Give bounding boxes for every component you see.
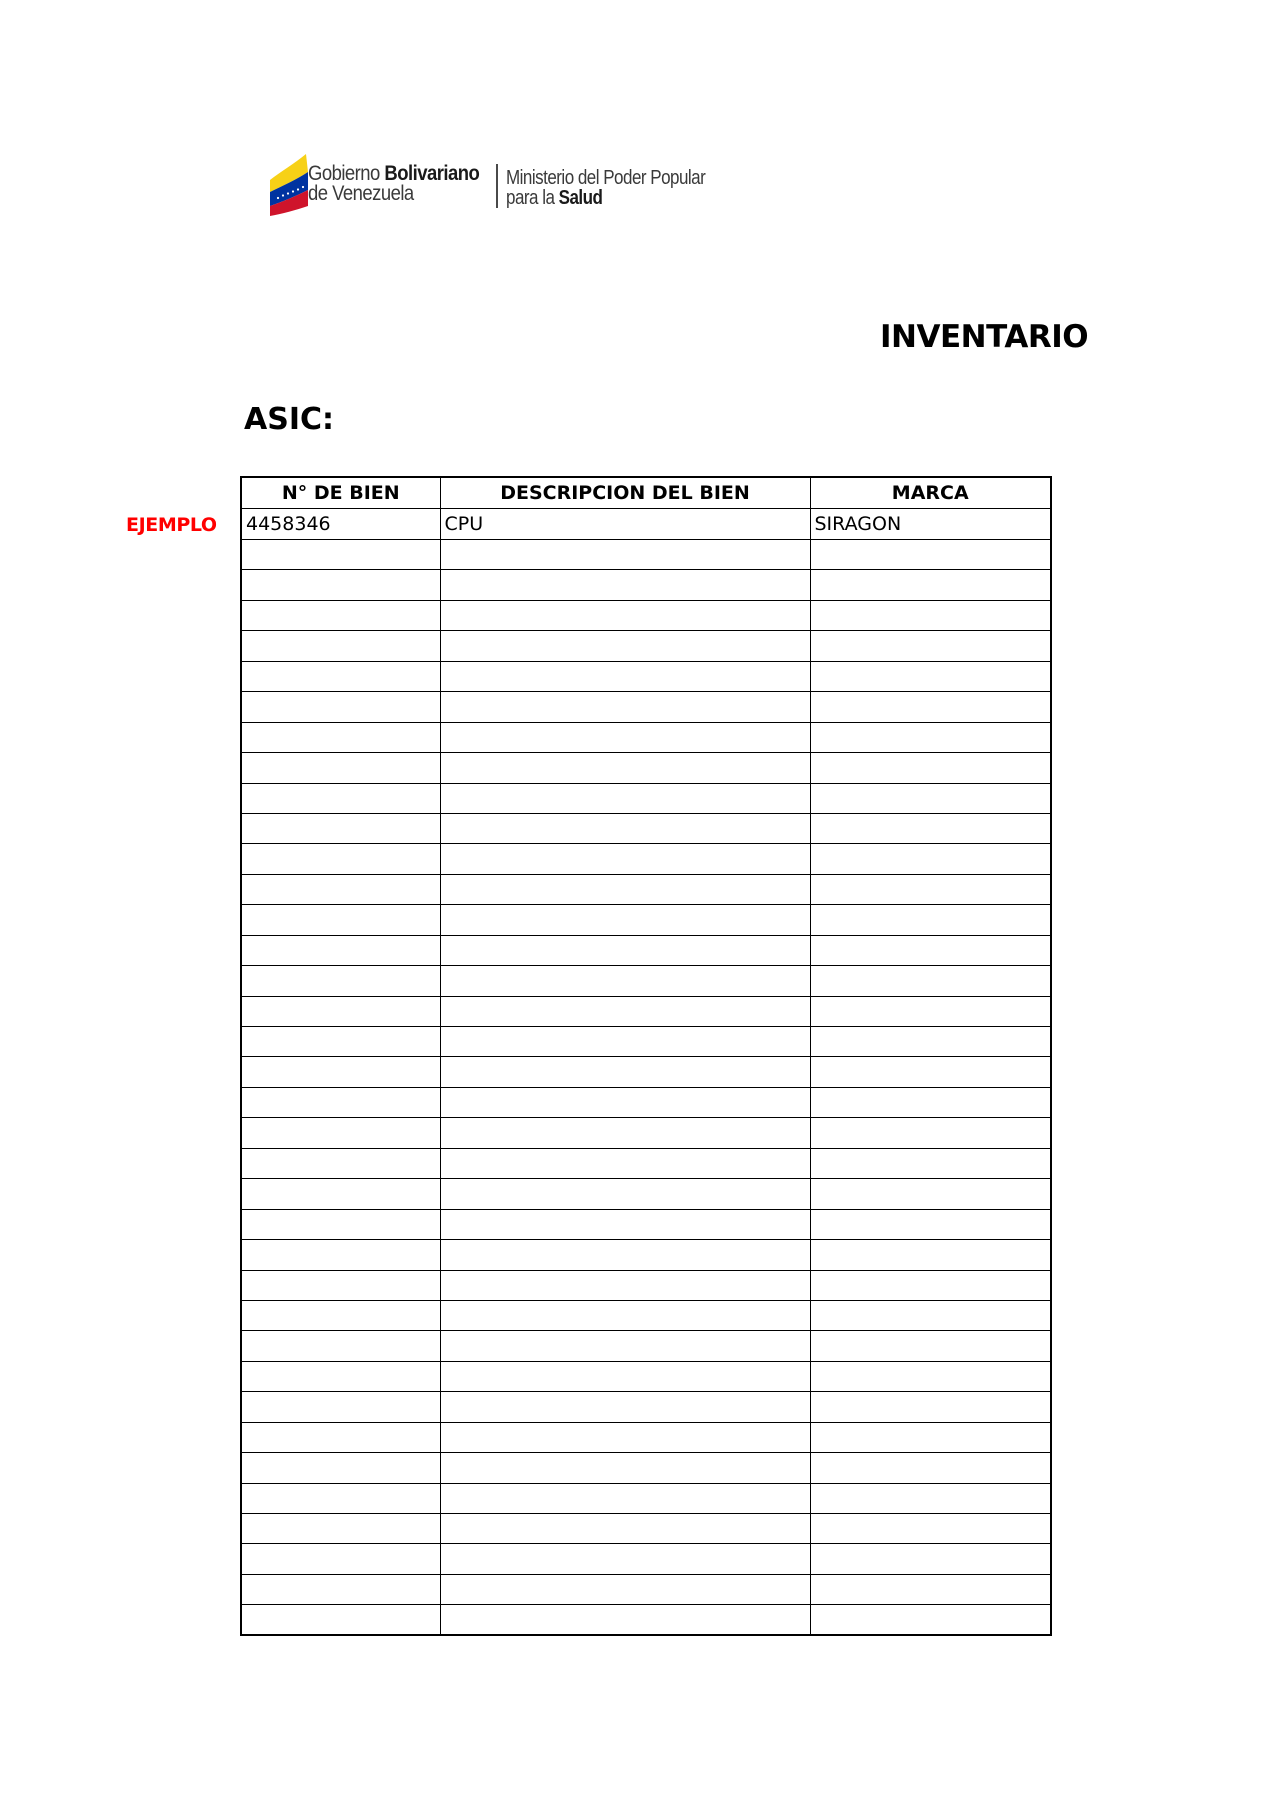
table-row bbox=[241, 661, 1051, 691]
brand-cell[interactable] bbox=[810, 1209, 1051, 1239]
description-cell[interactable] bbox=[440, 935, 810, 965]
asset-number-cell[interactable] bbox=[241, 600, 440, 630]
asset-number-cell[interactable] bbox=[241, 966, 440, 996]
brand-cell[interactable] bbox=[810, 570, 1051, 600]
brand-cell[interactable] bbox=[810, 661, 1051, 691]
description-cell[interactable] bbox=[440, 1574, 810, 1604]
table-row bbox=[241, 1027, 1051, 1057]
asset-number-cell[interactable] bbox=[241, 1483, 440, 1513]
asset-number-cell[interactable] bbox=[241, 1240, 440, 1270]
venezuela-flag-icon bbox=[268, 150, 310, 216]
description-cell[interactable] bbox=[440, 1331, 810, 1361]
table-row bbox=[241, 1605, 1051, 1635]
table-row bbox=[241, 1209, 1051, 1239]
brand-cell[interactable] bbox=[810, 1087, 1051, 1117]
description-cell[interactable] bbox=[440, 1300, 810, 1330]
brand-cell[interactable] bbox=[810, 783, 1051, 813]
page-title: INVENTARIO bbox=[880, 319, 1089, 355]
table-row bbox=[241, 966, 1051, 996]
description-cell[interactable] bbox=[440, 540, 810, 570]
ministry-logo bbox=[268, 150, 718, 220]
asset-number-cell[interactable] bbox=[241, 1118, 440, 1148]
description-cell[interactable] bbox=[440, 1087, 810, 1117]
table-row bbox=[241, 1514, 1051, 1544]
brand-cell[interactable] bbox=[810, 540, 1051, 570]
asset-number-cell[interactable] bbox=[241, 1087, 440, 1117]
table-row bbox=[241, 1057, 1051, 1087]
description-cell[interactable] bbox=[440, 600, 810, 630]
description-cell[interactable] bbox=[440, 1027, 810, 1057]
table-row bbox=[241, 570, 1051, 600]
table-row bbox=[241, 600, 1051, 630]
description-cell[interactable] bbox=[440, 813, 810, 843]
brand-cell[interactable] bbox=[810, 1392, 1051, 1422]
brand-cell[interactable] bbox=[810, 1331, 1051, 1361]
description-cell[interactable]: CPU bbox=[440, 509, 810, 540]
asset-number-cell[interactable] bbox=[241, 783, 440, 813]
description-cell[interactable] bbox=[440, 722, 810, 752]
brand-cell[interactable] bbox=[810, 844, 1051, 874]
table-row bbox=[241, 1392, 1051, 1422]
brand-cell[interactable] bbox=[810, 874, 1051, 904]
asset-number-cell[interactable] bbox=[241, 1453, 440, 1483]
asset-number-cell[interactable] bbox=[241, 1209, 440, 1239]
asset-number-cell[interactable] bbox=[241, 1148, 440, 1178]
asset-number-cell[interactable] bbox=[241, 1392, 440, 1422]
table-row bbox=[241, 1087, 1051, 1117]
table-header-row bbox=[241, 477, 1051, 509]
table-body bbox=[241, 509, 1051, 1636]
description-cell[interactable] bbox=[440, 1118, 810, 1148]
table-row bbox=[241, 1270, 1051, 1300]
description-cell[interactable] bbox=[440, 966, 810, 996]
brand-cell[interactable] bbox=[810, 1514, 1051, 1544]
description-cell[interactable] bbox=[440, 1179, 810, 1209]
asset-number-cell[interactable] bbox=[241, 935, 440, 965]
table-row bbox=[241, 874, 1051, 904]
asset-number-cell[interactable] bbox=[241, 1057, 440, 1087]
table-row bbox=[241, 1422, 1051, 1452]
description-cell[interactable] bbox=[440, 1148, 810, 1178]
description-cell[interactable] bbox=[440, 570, 810, 600]
table-row bbox=[241, 935, 1051, 965]
asset-number-cell[interactable] bbox=[241, 692, 440, 722]
brand-cell[interactable] bbox=[810, 1361, 1051, 1391]
description-cell[interactable] bbox=[440, 1057, 810, 1087]
asset-number-cell[interactable] bbox=[241, 661, 440, 691]
column-header-description: DESCRIPCION DEL BIEN bbox=[440, 477, 810, 509]
asset-number-cell[interactable] bbox=[241, 1027, 440, 1057]
brand-cell[interactable] bbox=[810, 1605, 1051, 1635]
table-row bbox=[241, 1361, 1051, 1391]
table-row bbox=[241, 540, 1051, 570]
brand-cell[interactable] bbox=[810, 1453, 1051, 1483]
asset-number-cell[interactable] bbox=[241, 905, 440, 935]
brand-cell[interactable]: SIRAGON bbox=[810, 509, 1051, 540]
brand-cell[interactable] bbox=[810, 966, 1051, 996]
table-row bbox=[241, 905, 1051, 935]
table-row bbox=[241, 753, 1051, 783]
asset-number-cell[interactable] bbox=[241, 813, 440, 843]
table-row bbox=[241, 1300, 1051, 1330]
table-row bbox=[241, 1574, 1051, 1604]
description-cell[interactable] bbox=[440, 1270, 810, 1300]
description-cell[interactable] bbox=[440, 1483, 810, 1513]
asset-number-cell[interactable] bbox=[241, 631, 440, 661]
asic-label: ASIC: bbox=[244, 402, 334, 437]
brand-cell[interactable] bbox=[810, 1118, 1051, 1148]
table-row bbox=[241, 1179, 1051, 1209]
description-cell[interactable] bbox=[440, 996, 810, 1026]
table-row bbox=[241, 692, 1051, 722]
brand-cell[interactable] bbox=[810, 1240, 1051, 1270]
description-cell[interactable] bbox=[440, 692, 810, 722]
table-row bbox=[241, 813, 1051, 843]
brand-cell[interactable] bbox=[810, 600, 1051, 630]
description-cell[interactable] bbox=[440, 1422, 810, 1452]
brand-cell[interactable] bbox=[810, 1300, 1051, 1330]
description-cell[interactable] bbox=[440, 1544, 810, 1574]
table-row bbox=[241, 1483, 1051, 1513]
brand-cell[interactable] bbox=[810, 1544, 1051, 1574]
brand-cell[interactable] bbox=[810, 1057, 1051, 1087]
asset-number-cell[interactable] bbox=[241, 1514, 440, 1544]
asset-number-cell[interactable] bbox=[241, 874, 440, 904]
example-label: EJEMPLO bbox=[126, 514, 217, 536]
table-row bbox=[241, 1118, 1051, 1148]
asset-number-cell[interactable] bbox=[241, 753, 440, 783]
asset-number-cell[interactable]: 4458346 bbox=[241, 509, 440, 540]
asset-number-cell[interactable] bbox=[241, 1574, 440, 1604]
asset-number-cell[interactable] bbox=[241, 540, 440, 570]
brand-cell[interactable] bbox=[810, 1179, 1051, 1209]
table-row bbox=[241, 1544, 1051, 1574]
asset-number-cell[interactable] bbox=[241, 996, 440, 1026]
description-cell[interactable] bbox=[440, 753, 810, 783]
description-cell[interactable] bbox=[440, 631, 810, 661]
asset-number-cell[interactable] bbox=[241, 1605, 440, 1635]
asset-number-cell[interactable] bbox=[241, 570, 440, 600]
table-row bbox=[241, 783, 1051, 813]
brand-cell[interactable] bbox=[810, 753, 1051, 783]
brand-cell[interactable] bbox=[810, 996, 1051, 1026]
brand-cell[interactable] bbox=[810, 1422, 1051, 1452]
title-container bbox=[880, 312, 1089, 362]
asset-number-cell[interactable] bbox=[241, 844, 440, 874]
column-header-brand: MARCA bbox=[810, 477, 1051, 509]
description-cell[interactable] bbox=[440, 1453, 810, 1483]
asset-number-cell[interactable] bbox=[241, 1422, 440, 1452]
table-row bbox=[241, 844, 1051, 874]
description-cell[interactable] bbox=[440, 1392, 810, 1422]
description-cell[interactable] bbox=[440, 1514, 810, 1544]
logo-divider bbox=[496, 164, 498, 208]
inventory-table bbox=[240, 476, 1052, 1636]
brand-cell[interactable] bbox=[810, 813, 1051, 843]
description-cell[interactable] bbox=[440, 1361, 810, 1391]
table-row bbox=[241, 1240, 1051, 1270]
brand-cell[interactable] bbox=[810, 1483, 1051, 1513]
description-cell[interactable] bbox=[440, 1209, 810, 1239]
brand-cell[interactable] bbox=[810, 631, 1051, 661]
description-cell[interactable] bbox=[440, 905, 810, 935]
government-name: Gobierno Bolivariano de Venezuela bbox=[308, 162, 480, 205]
brand-cell[interactable] bbox=[810, 905, 1051, 935]
ministry-name: Ministerio del Poder Popular para la Salud bbox=[506, 167, 706, 209]
table-row bbox=[241, 1148, 1051, 1178]
brand-cell[interactable] bbox=[810, 1574, 1051, 1604]
table-row bbox=[241, 1331, 1051, 1361]
table-row bbox=[241, 1453, 1051, 1483]
brand-cell[interactable] bbox=[810, 692, 1051, 722]
asset-number-cell[interactable] bbox=[241, 1544, 440, 1574]
description-cell[interactable] bbox=[440, 874, 810, 904]
brand-cell[interactable] bbox=[810, 1027, 1051, 1057]
table-row bbox=[241, 509, 1051, 540]
table-row bbox=[241, 722, 1051, 752]
column-header-asset-number: N° DE BIEN bbox=[241, 477, 440, 509]
asset-number-cell[interactable] bbox=[241, 722, 440, 752]
asset-number-cell[interactable] bbox=[241, 1270, 440, 1300]
description-cell[interactable] bbox=[440, 1240, 810, 1270]
table-row bbox=[241, 996, 1051, 1026]
description-cell[interactable] bbox=[440, 1605, 810, 1635]
asset-number-cell[interactable] bbox=[241, 1331, 440, 1361]
brand-cell[interactable] bbox=[810, 935, 1051, 965]
brand-cell[interactable] bbox=[810, 1270, 1051, 1300]
asset-number-cell[interactable] bbox=[241, 1361, 440, 1391]
description-cell[interactable] bbox=[440, 783, 810, 813]
table-row bbox=[241, 631, 1051, 661]
description-cell[interactable] bbox=[440, 661, 810, 691]
brand-cell[interactable] bbox=[810, 722, 1051, 752]
asset-number-cell[interactable] bbox=[241, 1300, 440, 1330]
description-cell[interactable] bbox=[440, 844, 810, 874]
brand-cell[interactable] bbox=[810, 1148, 1051, 1178]
asset-number-cell[interactable] bbox=[241, 1179, 440, 1209]
